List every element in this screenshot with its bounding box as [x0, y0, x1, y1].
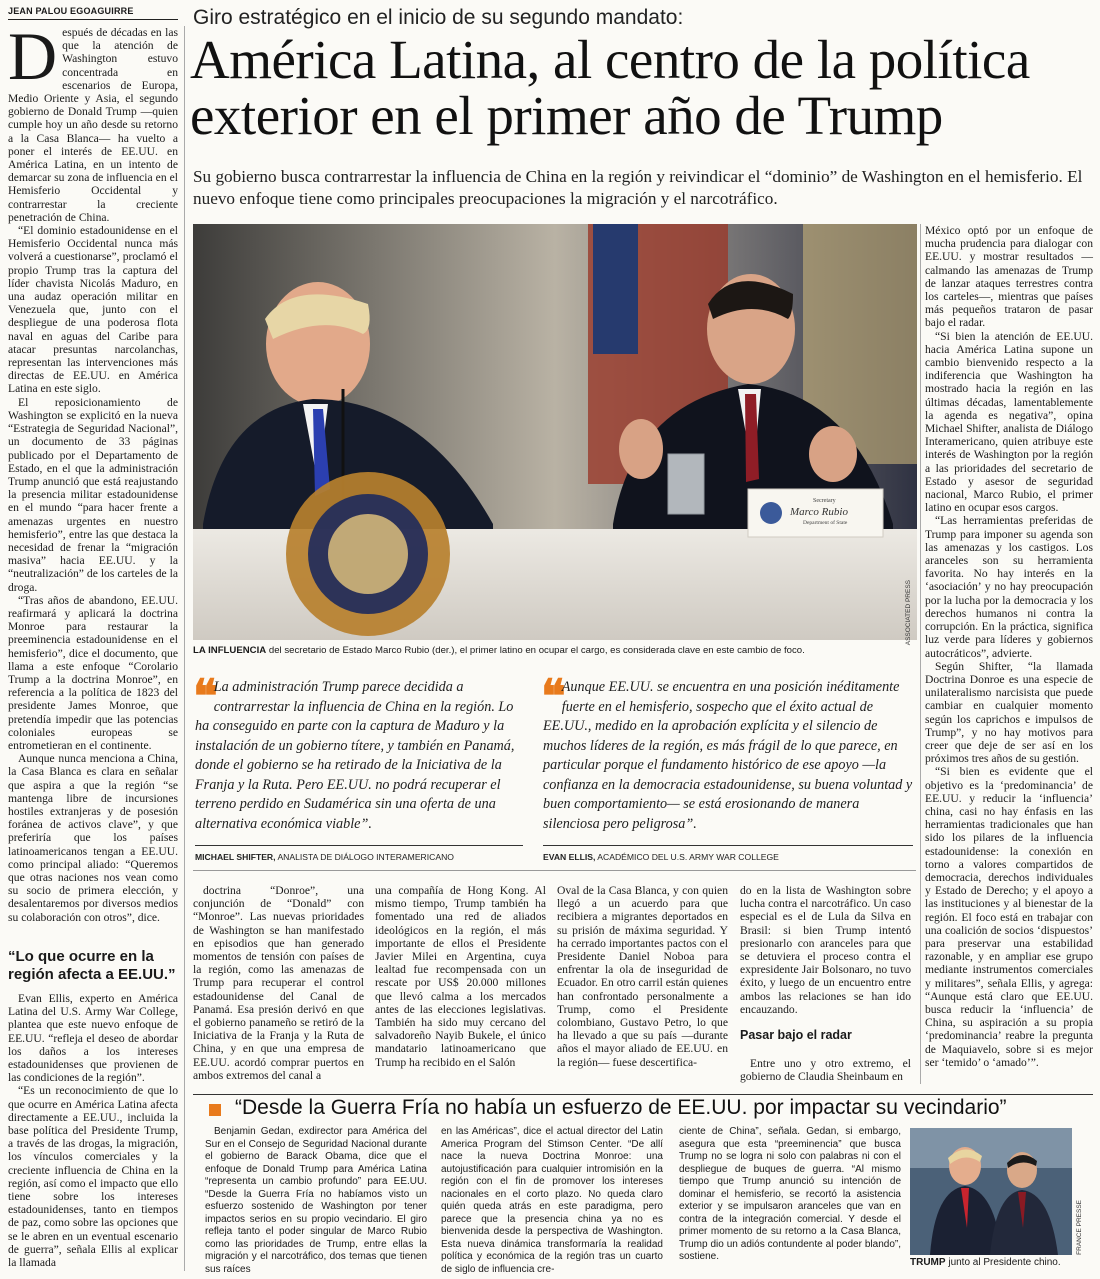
body-paragraph: “Las herramientas preferidas de Trump para imponer su agenda son las amenazas y los castigos. Los aranceles son su herramienta favorita. No hay interés en la ‘asociación’ y no hay preocupación por la lucha por la democracia y los derechos humanos ni contra la corrupción. En la práctica, significa luz verde para líderes y gobiernos autocráticos”, advierte.	[925, 514, 1093, 660]
main-photo-illustration	[193, 224, 917, 640]
nameplate-name: Marco Rubio	[790, 506, 848, 518]
pull-quote: “Lo que ocurre en la región afecta a EE.UU.”	[8, 948, 176, 983]
quote-rule	[195, 845, 523, 846]
headline: América Latina, al centro de la política exterior en el primer año de Trump	[190, 29, 1030, 146]
deck: Su gobierno busca contrarrestar la influencia de China en la región y reivindicar el “dominio” de Washington en el hemisferio. El nuevo enfoque tiene como principales preocupaciones la migración y el narcotráfico.	[193, 167, 1083, 208]
nameplate-dept: Department of State	[803, 520, 848, 526]
box-column-2: en las Américas”, dice el actual director del Latin America Program del Stimson Center. “De allí nace la nueva Doctrina Monroe: una autojustificación para cualquier intromisión en la región con el fin de promover los intereses nacionales en el corto plazo. No queda claro quién queda atrás en este paradigma, pero parece que la presencia china ya no es bienvenida desde la perspectiva de Washington. Esta nueva dinámica transformaría la realidad política y económica de la región tras un cuarto de siglo de influencia cre-	[441, 1126, 663, 1275]
mid-column-2: una compañía de Hong Kong. Al mismo tiempo, Trump también ha fomentado una red de aliados ideológicos en la región, el más importante de ellos el Presidente Javier Milei en Argentina, cuya lealtad fue recompensada con un rescate por US$ 20.000 millones que llevó calma a los mercados antes de las elecciones legislativas. También ha sido muy cercano del salvadoreño Nayib Bukele, el único mandatario latinoamericano que Trump ha recibido en el Salón	[375, 884, 546, 1069]
body-paragraph: “Si bien es evidente que el objetivo es la ‘predominancia’ de EE.UU. y reducir la ‘influencia’ china, casi no hay énfasis en las herramientas tradicionales que han sido los pilares de la influencia estadounidense: la conexión en torno a valores compartidos de democracia, derechos individuales y Estado de Derecho; y el apoyo a las instituciones y al bienestar de la región. El foco está en trabajar con una coalición de socios ‘dispuestos’ para preservar una estabilidad razonable, y en ampliar ese grupo mediante instrumentos comerciales y militares”, señala Ellis, y agrega: “Aunque está claro que EE.UU. busca reducir la ‘influencia’ de China, su aspiración a su propia ‘predominancia’ reabre la pregunta de Maquiavelo, sobre si es mejor ser ‘temido’ o ‘amado’”.	[925, 765, 1093, 1069]
body-paragraph: “Si bien la atención de EE.UU. hacia América Latina supone un cambio bienvenido respecto a la indiferencia que Washington ha mostrado hacia la región en las últimas décadas, lamentablemente la agenda es negativa”, opina Michael Shifter, analista de Diálogo Interamericano, quien atribuye este interés de Washington por la región a las prioridades del secretario de Estado y asesor de seguridad nacional, Marco Rubio, el primer latino en ocupar esos cargos.	[925, 329, 1093, 515]
box-column-3: ciente de China”, señala. Gedan, si embargo, asegura que esta “preeminencia” que busca Trump no se logra ni solo con palabras ni con el despliegue de buques de guerra. “Al mismo tiempo que Trump anunció su intención de dominar el hemisferio, se recortó la asistencia exterior y se impulsaron aranceles que van en contra de la integración comercial. Y desde el primer momento de su retorno a la Casa Blanca, Trump dio un adiós contundente al poder blando”, sostiene.	[679, 1126, 901, 1262]
quote-author: MICHAEL SHIFTER, ANALISTA DE DIÁLOGO INTERAMERICANO	[195, 852, 454, 862]
mid-column-3: Oval de la Casa Blanca, y con quien llegó a un acuerdo para que recibiera a migrantes deportados en su prisión de máxima seguridad. Y ha cerrado importantes pactos con el Presidente Daniel Noboa para enfrentar la ola de inseguridad de Ecuador. En otro carril están quienes han confrontado personalmente a Trump, como el Presidente colombiano, Gustavo Petro, lo que ha llevado a que su país —durante años el mayor aliado de EE.UU. en la región— fuese descertifica-	[557, 884, 728, 1069]
box-rule	[193, 1094, 1093, 1095]
section-rule	[193, 870, 916, 871]
body-paragraph: Según Shifter, “la llamada Doctrina Donroe es una especie de unilateralismo narcisista que puede cambiar en cualquier momento según los caprichos e impulsos de Trump”, y no hay motivos para creer que deje de ser así en los próximos tres años de su gestión.	[925, 659, 1093, 766]
left-column-lower	[8, 992, 178, 1269]
body-paragraph: “El dominio estadounidense en el Hemisferio Occidental nunca más volverá a cuestionarse”, proclamó el propio Trump tras la captura del líder chavista Nicolás Maduro, en una audaz operación militar en Venezuela que, junto con el despliegue de una poderosa flota naval en aguas del Caribe para atacar presuntas narcolanchas, representan las intervenciones más directas de EE.UU. en América Latina en este siglo.	[8, 224, 178, 396]
mid-column-4: do en la lista de Washington sobre lucha contra el narcotráfico. Un caso especial es el de Lula da Silva en Brasil: si bien Trump intentó presionarlo con aranceles para que se detuviera el proceso contra el expresidente Jair Bolsonaro, no tuvo éxito, y luego de un encuentro entre ambos las relaciones se han ido encauzando.	[740, 884, 911, 1016]
photo-credit: ASSOCIATED PRESS	[905, 580, 912, 646]
mid-column-1: doctrina “Donroe”, una conjunción de “Donald” con “Monroe”. Las nuevas prioridades de Washington se han manifestado en episodios que han generado momentos de tensión con países de la región, como las amenazas de Trump para recuperar el control estadounidense del Canal de Panamá. Esa presión derivó en que el gobierno panameño se retiró de la Iniciativa de la Franja y la Ruta de China, y en que una empresa de EE.UU. acordó comprar puertos en ambos extremos del canal a	[193, 884, 364, 1082]
box-title: “Desde la Guerra Fría no había un esfuerzo de EE.UU. por impactar su vecindario”	[235, 1096, 1007, 1119]
body-paragraph: Aunque nunca menciona a China, la Casa Blanca es clara en señalar que aspira a que la región “se mantenga libre de incursiones hostiles extranjeras y de posesión foránea de activos clave”, y que preferiría que los países latinoamericanos tengan a EE.UU. como principal aliado: “Queremos que otras naciones nos vean como su socio de primera elección, y desalentaremos por diversos medios su colaboración con otros”, dice.	[8, 752, 178, 924]
right-column	[925, 224, 1093, 1069]
column-divider	[920, 224, 921, 1084]
quote-mark-icon: ❝	[541, 669, 558, 723]
section-subhead: Pasar bajo el radar	[740, 1028, 852, 1042]
quote-author: EVAN ELLIS, ACADÉMICO DEL U.S. ARMY WAR COLLEGE	[543, 852, 779, 862]
photo-caption: LA INFLUENCIA del secretario de Estado Marco Rubio (der.), el primer latino en ocupar el cargo, es considerada clave en este cambio de foco.	[193, 645, 805, 656]
byline: JEAN PALOU EGOAGUIRRE	[8, 6, 178, 20]
kicker: Giro estratégico en el inicio de su segundo mandato:	[193, 6, 684, 29]
trump-xi-photo	[910, 1128, 1072, 1255]
mid-column-4-end: Entre uno y otro extremo, el gobierno de Claudia Sheinbaum en	[740, 1057, 911, 1084]
quote-shifter: ❝ La administración Trump parece decidida a contrarrestar la influencia de China en la región. Lo ha conseguido en parte con la captura de Maduro y la instalación de un gobierno títere, y también en Panamá, donde el gobierno se ha retirado de la Iniciativa de la Franja y la Ruta. Pero EE.UU. no podrá recuperar el terreno perdido en Sudamérica sin una oferta de una alternativa económica viable”.	[193, 669, 515, 832]
intro-paragraph: Después de décadas en las que la atención de Washington estuvo concentrada en escenarios de Europa, Medio Oriente y Asia, el segundo gobierno de Donald Trump —quien cumple hoy un año desde su retorno a la Casa Blanca— ha vuelto a poner el interés de EE.UU. en América Latina, en un intento de demarcar su zona de influencia en el Hemisferio Occidental y contrarrestar la creciente penetración de China.	[8, 18, 178, 224]
body-paragraph: “Es un reconocimiento de que lo que ocurre en América Latina afecta directamente a EE.UU., incluida la base política del Presidente Trump, a través de las drogas, la migración, los vínculos comerciales y la creciente influencia de China en la región, así como el impacto que ello tiene sobre los intereses estadounidenses, tanto en tiempos de paz, como sobre las opciones que se le abren en un eventual escenario de guerra”, señala Ellis al explicar la llamada	[8, 1084, 178, 1270]
box-column-1: Benjamin Gedan, exdirector para América del Sur en el Consejo de Seguridad Nacional durante el gobierno de Barack Obama, dice que el enfoque de Donald Trump para América Latina “representa un cambio profundo” para EE.UU. “Desde la Guerra Fría no habíamos visto un esfuerzo sostenido de Washington por tener impactos serios en su propio vecindario. El giro refleja tanto el poder singular de Marco Rubio como las prioridades de Trump, entre ellas la migración y el narcotráfico, dos temas que tienen sus raíces	[205, 1126, 427, 1275]
column-divider	[184, 26, 185, 1271]
body-paragraph: El reposicionamiento de Washington se explicitó en la nueva “Estrategia de Seguridad Nacional”, un documento de 33 páginas publicado por el Departamento de Estado, en el que la administración Trump anunció que está reajustando la presencia militar estadounidense en el mundo “para hacer frente a amenazas urgentes en nuestro hemisferio”, entre las que destaca la necesidad de frenar la “migración masiva” hacia EE.UU. y la “neutralización” de los carteles de la droga.	[8, 395, 178, 594]
trump-xi-illustration	[910, 1128, 1072, 1255]
bullet-square-icon	[209, 1104, 221, 1116]
quote-rule	[543, 845, 913, 846]
drop-cap: D	[8, 18, 58, 94]
quote-ellis: ❝ Aunque EE.UU. se encuentra en una posición inéditamente fuerte en el hemisferio, sospecho que el éxito actual de EE.UU., medido en la aprobación explícita y el silencio de muchos líderes de la región, es más frágil de lo que parece, en particular porque el fundamento histórico de ese apoyo —la confianza en la democracia estadounidense, su buena voluntad y buen comportamiento— se está erosionando de manera silenciosa pero peligrosa”.	[541, 669, 913, 832]
photo-caption: TRUMP junto al Presidente chino.	[910, 1257, 1061, 1268]
nameplate-title: Secretary	[813, 498, 836, 504]
photo-credit: FRANCE PRESSE	[1076, 1200, 1083, 1255]
body-paragraph: Evan Ellis, experto en América Latina del U.S. Army War College, plantea que este nuevo enfoque de EE.UU. “refleja el deseo de abordar los daños a los intereses estadounidenses que provienen de las condiciones de la región”.	[8, 992, 178, 1085]
main-photo	[193, 224, 917, 640]
quote-mark-icon: ❝	[193, 669, 210, 723]
left-column	[8, 18, 178, 924]
body-paragraph: México optó por un enfoque de mucha prudencia para dialogar con EE.UU. y mostrar resultados —calmando las amenazas de Trump de lanzar ataques terrestres contra los carteles—, mientras que países más pequeños trataron de pasar bajo el radar.	[925, 224, 1093, 330]
body-paragraph: “Tras años de abandono, EE.UU. reafirmará y aplicará la doctrina Monroe para restaurar la preeminencia estadounidense en el hemisferio”, dice el documento, que llama a este enfoque “Corolario Trump a la doctrina Monroe”, en referencia a la política de 1823 del presidente James Monroe, que pretendía impedir que las potencias coloniales europeas se entrometieran en el continente.	[8, 593, 178, 752]
